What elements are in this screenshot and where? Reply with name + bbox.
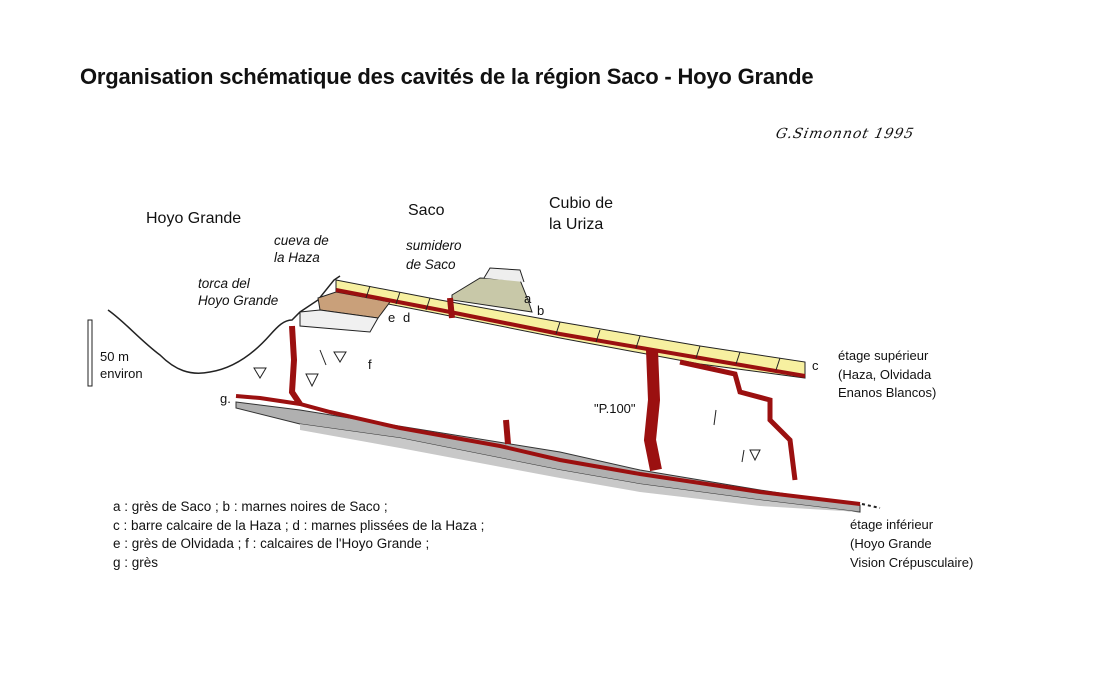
upper-level-line2: (Haza, Olvidada	[838, 367, 932, 382]
cave-haza-line2: la Haza	[274, 250, 320, 265]
layer-label-c: c	[812, 358, 819, 373]
layer-label-a: a	[524, 291, 532, 306]
p100-shaft	[650, 350, 656, 470]
sumidero-shaft	[450, 298, 452, 318]
cave-sumidero-line2: de Saco	[406, 257, 456, 272]
triangle-mark-1	[334, 352, 346, 362]
lower-level-line2: (Hoyo Grande	[850, 536, 932, 551]
legend-line: e : grès de Olvidada ; f : calcaires de l'Hoyo Grande ;	[113, 536, 430, 551]
scale-label-line1: 50 m	[100, 349, 129, 364]
location-cubio-line2: la Uriza	[549, 216, 604, 233]
cave-haza-line1: cueva de	[274, 233, 329, 248]
lower-level-arrow	[862, 504, 880, 508]
layer-label-f: f	[368, 357, 372, 372]
layer-label-d: d	[403, 310, 411, 325]
lower-level-line1: étage inférieur	[850, 517, 934, 532]
lower-level-line3: Vision Crépusculaire)	[850, 555, 974, 570]
cave-sumidero-line1: sumidero	[406, 238, 462, 253]
location-hoyo-grande: Hoyo Grande	[146, 210, 242, 227]
location-cubio-line1: Cubio de	[549, 195, 614, 212]
author-signature: G.Simonnot 1995	[774, 126, 916, 142]
scale-label-line2: environ	[100, 366, 143, 381]
triangle-mark-3	[750, 450, 760, 460]
layer-label-b: b	[537, 303, 545, 318]
layer-label-e: e	[388, 310, 396, 325]
location-saco: Saco	[408, 202, 445, 219]
small-shaft	[506, 420, 508, 444]
diagram-title: Organisation schématique des cavités de la région Saco - Hoyo Grande	[80, 64, 814, 89]
shaft-label-p100: "P.100"	[594, 401, 636, 416]
layer-label-g: g.	[220, 391, 231, 406]
torca-shaft	[292, 326, 300, 404]
legend-line: a : grès de Saco ; b : marnes noires de Saco ;	[113, 499, 388, 514]
legend-line: g : grès	[113, 554, 159, 570]
upper-level-line1: étage supérieur	[838, 348, 929, 363]
cave-branch-right	[680, 362, 795, 480]
cave-torca-line2: Hoyo Grande	[198, 293, 279, 308]
scale-bar	[88, 320, 92, 386]
legend	[113, 498, 484, 572]
triangle-mark-2	[306, 374, 318, 386]
cave-torca-line1: torca del	[198, 276, 250, 291]
legend-line: c : barre calcaire de la Haza ; d : marnes plissées de la Haza ;	[113, 517, 485, 533]
triangle-mark-4	[254, 368, 266, 378]
upper-level-line3: Enanos Blancos)	[838, 385, 937, 400]
